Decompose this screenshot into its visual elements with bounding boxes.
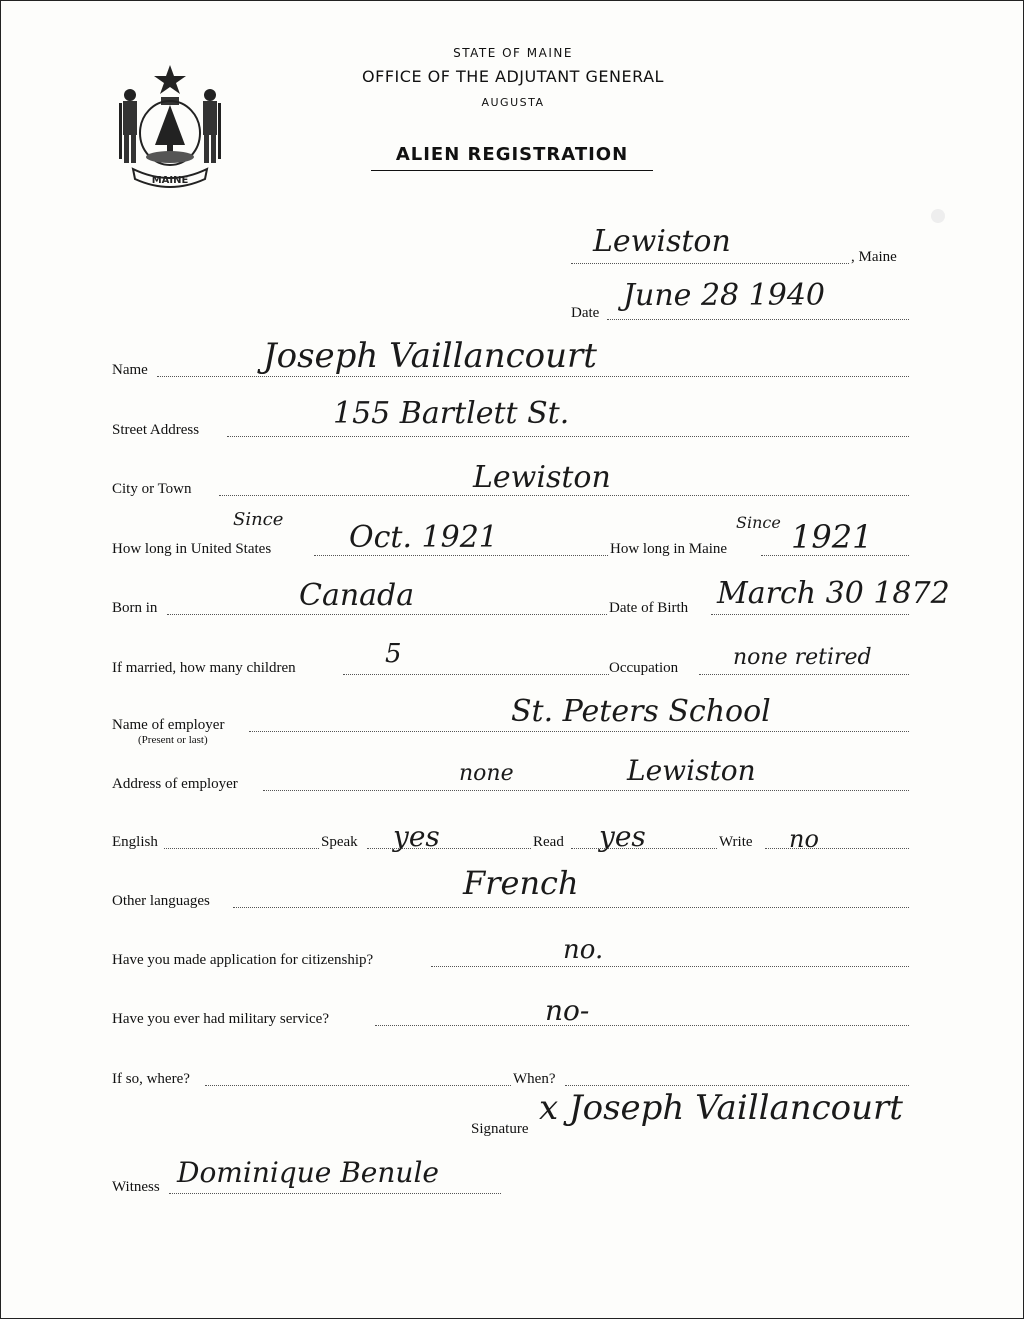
if-so-where-label: If so, where? (112, 1071, 190, 1087)
street-address-value: 155 Bartlett St. (333, 396, 570, 431)
occupation-value: none retired (733, 645, 872, 670)
citizenship-line (431, 966, 909, 967)
name-label: Name (112, 362, 148, 378)
town-value: Lewiston (593, 224, 731, 259)
since-us-value: Since (233, 509, 284, 530)
date-label: Date (571, 305, 600, 321)
speak-label: Speak (321, 834, 358, 850)
children-line (343, 674, 609, 675)
date-of-birth-line (711, 614, 909, 615)
other-languages-value: French (463, 864, 579, 902)
witness-line (169, 1193, 501, 1194)
witness-value: Dominique Benule (177, 1156, 439, 1189)
citizenship-label: Have you made application for citizenship? (112, 952, 374, 968)
name-line (157, 376, 909, 377)
speak-line (367, 848, 531, 849)
title-underline (371, 170, 653, 171)
occupation-label: Occupation (609, 660, 679, 676)
read-label: Read (533, 834, 564, 850)
military-line (375, 1025, 909, 1026)
town-line (571, 263, 849, 264)
office-heading: OFFICE OF THE ADJUTANT GENERAL (362, 67, 664, 86)
born-in-line (167, 614, 607, 615)
born-in-label: Born in (112, 600, 158, 616)
write-value: no (789, 825, 819, 853)
seal-text: MAINE (151, 175, 189, 186)
other-languages-line (233, 907, 909, 908)
city-label: City or Town (112, 481, 192, 497)
employer-line (249, 731, 909, 732)
children-label: If married, how many children (112, 660, 296, 676)
read-value: yes (599, 820, 646, 853)
street-address-line (227, 436, 909, 437)
street-address-label: Street Address (112, 422, 200, 438)
name-value: Joseph Vaillancourt (263, 336, 597, 376)
city-heading: AUGUSTA (481, 96, 545, 109)
how-long-maine-label: How long in Maine (610, 541, 728, 557)
employer-address-label: Address of employer (112, 776, 238, 792)
city-line (219, 495, 909, 496)
employer-label: Name of employer (112, 717, 225, 733)
form-title: ALIEN REGISTRATION (395, 144, 629, 165)
children-value: 5 (385, 639, 402, 669)
employer-note: (Present or last) (138, 734, 208, 746)
signature-value: x Joseph Vaillancourt (539, 1088, 903, 1128)
employer-address-value-2: Lewiston (627, 754, 756, 787)
english-line (164, 848, 319, 849)
paper-speck (931, 209, 945, 223)
speak-value: yes (393, 820, 440, 853)
citizenship-value: no. (563, 935, 604, 965)
if-so-where-line (205, 1085, 511, 1086)
date-line (607, 319, 909, 320)
employer-address-line (263, 790, 909, 791)
witness-label: Witness (112, 1179, 160, 1195)
military-label: Have you ever had military service? (112, 1011, 329, 1027)
employer-value: St. Peters School (511, 694, 771, 729)
how-long-maine-value: 1921 (791, 518, 873, 556)
how-long-us-line (314, 555, 608, 556)
employer-address-value-1: none (459, 761, 514, 786)
how-long-us-label: How long in United States (112, 541, 272, 557)
other-languages-label: Other languages (112, 893, 210, 909)
how-long-us-value: Oct. 1921 (349, 520, 498, 555)
city-value: Lewiston (473, 460, 611, 495)
when-line (565, 1085, 909, 1086)
date-value: June 28 1940 (623, 278, 826, 313)
english-label: English (112, 834, 158, 850)
signature-label: Signature (471, 1121, 529, 1137)
state-heading: STATE OF MAINE (453, 46, 573, 60)
military-value: no- (545, 994, 590, 1027)
when-label: When? (513, 1071, 556, 1087)
born-in-value: Canada (299, 578, 415, 613)
write-line (765, 848, 909, 849)
maine-label: , Maine (851, 249, 897, 265)
date-of-birth-value: March 30 1872 (717, 576, 950, 611)
since-maine-value: Since (736, 513, 781, 532)
write-label: Write (719, 834, 753, 850)
occupation-line (699, 674, 909, 675)
date-of-birth-label: Date of Birth (609, 600, 689, 616)
